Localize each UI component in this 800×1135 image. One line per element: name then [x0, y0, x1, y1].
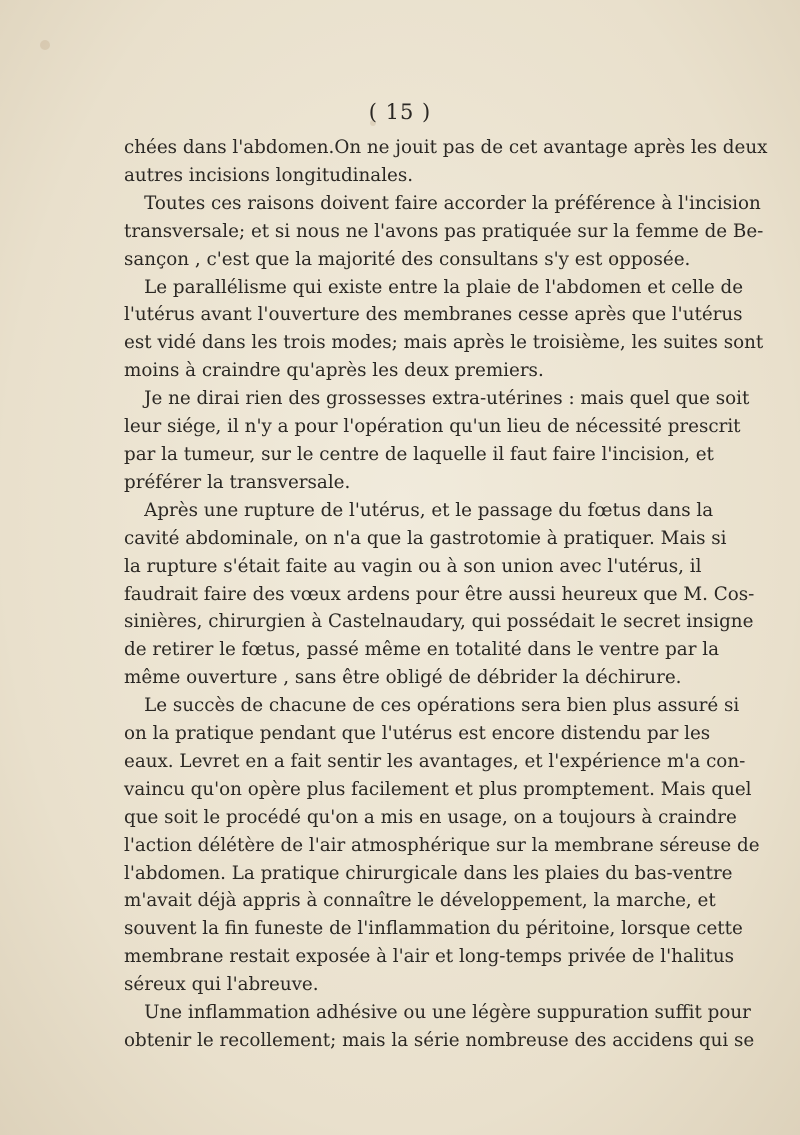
text-line: faudrait faire des vœux ardens pour être aussi heureux que M. Cos-: [124, 583, 755, 605]
paragraph: [124, 497, 755, 692]
text-line: cavité abdominale, on n'a que la gastrotomie à pratiquer. Mais si: [124, 527, 727, 549]
foxing-spot: [40, 40, 50, 50]
text-line: Je ne dirai rien des grossesses extra-utérines : mais quel que soit: [144, 388, 750, 410]
text-line: sançon , c'est que la majorité des consultans s'y est opposée.: [124, 248, 691, 270]
text-line: obtenir le recollement; mais la série nombreuse des accidens qui se: [124, 1030, 755, 1051]
text-line: on la pratique pendant que l'utérus est encore distendu par les: [124, 723, 711, 745]
text-line: par la tumeur, sur le centre de laquelle il faut faire l'incision, et: [124, 443, 714, 465]
text-line: vaincu qu'on opère plus facilement et plus promptement. Mais quel: [124, 778, 752, 800]
text-line: l'action délétère de l'air atmosphérique sur la membrane séreuse de: [124, 834, 760, 856]
text-line: de retirer le fœtus, passé même en totalité dans le ventre par la: [124, 639, 719, 661]
text-line: que soit le procédé qu'on a mis en usage, on a toujours à craindre: [124, 806, 737, 828]
text-line: même ouverture , sans être obligé de débrider la déchirure.: [124, 667, 682, 689]
text-line: chées dans l'abdomen.On ne jouit pas de cet avantage après les deux: [124, 137, 768, 158]
text-line: Le parallélisme qui existe entre la plaie de l'abdomen et celle de: [144, 276, 744, 298]
text-line: moins à craindre qu'après les deux premiers.: [124, 360, 544, 382]
paragraph: [124, 385, 750, 497]
text-line: l'abdomen. La pratique chirurgicale dans les plaies du bas-ventre: [124, 862, 733, 884]
text-line: transversale; et si nous ne l'avons pas pratiquée sur la femme de Be-: [124, 220, 764, 242]
text-line: Le succès de chacune de ces opérations sera bien plus assuré si: [144, 695, 740, 717]
text-line: membrane restait exposée à l'air et long-temps privée de l'halitus: [124, 946, 734, 968]
text-line: leur siége, il n'y a pour l'opération qu'un lieu de nécessité prescrit: [124, 416, 741, 438]
paragraph: [124, 692, 760, 999]
paragraph: [124, 999, 755, 1055]
text-line: sinières, chirurgien à Castelnaudary, qui possédait le secret insigne: [124, 611, 754, 633]
text-line: est vidé dans les trois modes; mais après le troisième, les suites sont: [124, 332, 764, 354]
paragraph: [124, 190, 764, 274]
text-line: séreux qui l'abreuve.: [124, 974, 319, 996]
paragraph: [124, 274, 764, 386]
text-line: Une inflammation adhésive ou une légère suppuration suffit pour: [144, 1002, 751, 1024]
text-line: Après une rupture de l'utérus, et le passage du fœtus dans la: [144, 499, 714, 521]
text-line: eaux. Levret en a fait sentir les avantages, et l'expérience m'a con-: [124, 750, 746, 772]
text-line: m'avait déjà appris à connaître le développement, la marche, et: [124, 890, 716, 912]
text-line: souvent la fin funeste de l'inflammation du péritoine, lorsque cette: [124, 918, 743, 940]
text-line: la rupture s'était faite au vagin ou à son union avec l'utérus, il: [124, 555, 702, 577]
text-line: préférer la transversale.: [124, 471, 351, 493]
body-text: [124, 134, 768, 1055]
paragraph: [124, 134, 768, 190]
text-line: Toutes ces raisons doivent faire accorder la préférence à l'incision: [144, 192, 761, 214]
text-line: autres incisions longitudinales.: [124, 164, 414, 186]
page-number: ( 15 ): [368, 100, 432, 124]
text-line: l'utérus avant l'ouverture des membranes cesse après que l'utérus: [124, 304, 743, 326]
